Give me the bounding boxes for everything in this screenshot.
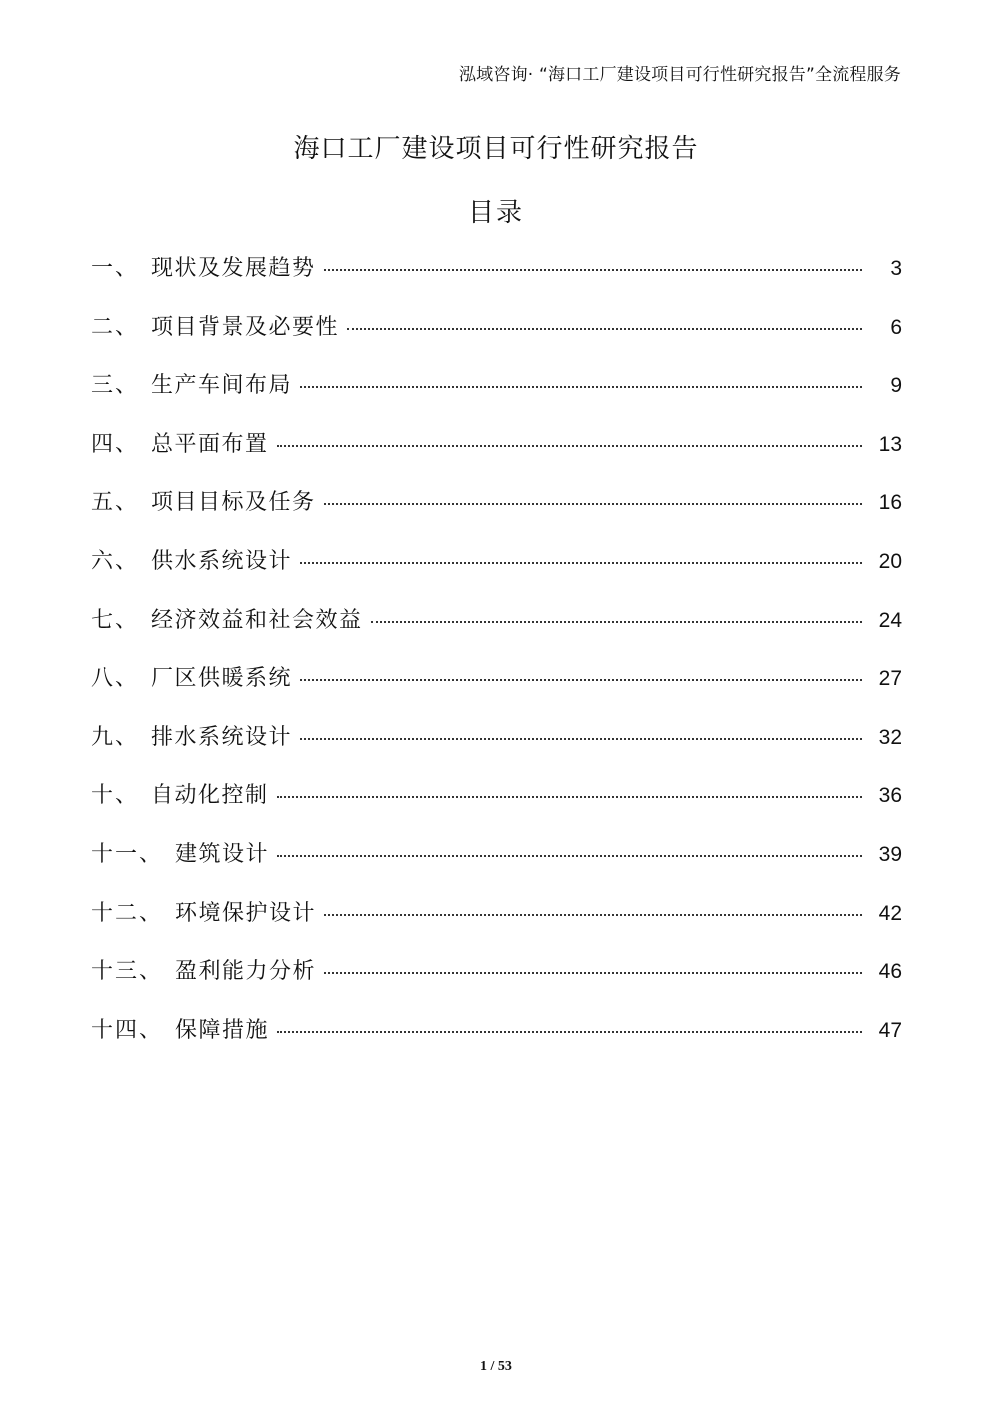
toc-entry-title: 环境保护设计 [175,900,317,926]
toc-entry-number: 十三、 [91,959,164,985]
toc-dot-leader [300,679,862,681]
toc-entry-number: 八、 [91,666,140,692]
toc-entry-title: 总平面布置 [151,431,269,457]
toc-dot-leader [300,562,862,564]
toc-entry[interactable] [91,251,902,310]
toc-dot-leader [324,503,862,505]
toc-entry[interactable] [91,485,902,544]
toc-entry-title: 自动化控制 [151,783,269,809]
toc-entry-number: 九、 [91,724,140,750]
toc-entry[interactable] [91,661,902,720]
toc-dot-leader [277,796,862,798]
toc-dot-leader [277,1031,862,1033]
toc-entry-title: 盈利能力分析 [175,959,317,985]
page-number-footer: 1 / 53 [480,1359,512,1374]
toc-dot-leader [277,445,862,447]
toc-entry-title: 现状及发展趋势 [151,256,316,281]
toc-entry-page: 47 [878,1018,902,1042]
toc-entry-number: 十二、 [91,900,164,926]
document-title: 海口工厂建设项目可行性研究报告 [293,134,699,164]
toc-entry-number: 一、 [91,256,140,281]
toc-dot-leader [371,621,862,623]
toc-dot-leader [324,914,862,916]
toc-entry[interactable] [91,837,902,896]
toc-entry-page: 16 [878,491,902,515]
table-of-contents [91,251,902,1071]
toc-entry-page: 36 [878,784,902,808]
toc-entry[interactable] [91,720,902,779]
toc-entry-title: 建筑设计 [175,841,270,867]
toc-dot-leader [324,972,862,974]
toc-entry-page: 20 [878,549,902,573]
toc-entry-page: 6 [890,315,902,339]
toc-entry[interactable] [91,603,902,662]
toc-entry[interactable] [91,310,902,369]
toc-entry-number: 四、 [91,431,140,457]
toc-entry-title: 排水系统设计 [151,724,293,750]
toc-entry-title: 保障措施 [175,1017,270,1043]
page-header: 泓域咨询· “海口工厂建设项目可行性研究报告”全流程服务 [458,65,901,85]
toc-entry-title: 经济效益和社会效益 [151,607,363,633]
toc-entry-number: 十一、 [91,841,164,867]
toc-entry-number: 三、 [91,373,140,399]
toc-entry-page: 27 [878,667,902,691]
toc-heading: 目录 [467,198,524,228]
toc-entry-page: 32 [878,725,902,749]
toc-dot-leader [300,738,862,740]
toc-entry-page: 13 [878,432,902,456]
toc-entry-title: 项目背景及必要性 [151,314,340,340]
toc-dot-leader [347,328,862,330]
toc-entry-number: 十四、 [91,1017,164,1043]
toc-entry-number: 七、 [91,607,140,633]
toc-entry-title: 供水系统设计 [151,548,293,574]
toc-entry[interactable] [91,427,902,486]
toc-entry-page: 3 [890,257,902,280]
toc-entry-title: 厂区供暖系统 [151,666,293,692]
toc-entry[interactable] [91,896,902,955]
toc-entry-number: 六、 [91,548,140,574]
toc-entry-page: 42 [878,901,902,925]
toc-dot-leader [324,269,862,271]
toc-entry[interactable] [91,778,902,837]
toc-dot-leader [277,855,862,857]
toc-entry-page: 46 [878,960,902,984]
toc-entry-page: 9 [890,374,902,398]
toc-dot-leader [300,386,862,388]
toc-entry-number: 五、 [91,490,140,516]
toc-entry-title: 生产车间布局 [151,373,293,399]
toc-entry[interactable] [91,368,902,427]
toc-entry-title: 项目目标及任务 [151,490,316,516]
toc-entry-page: 39 [878,842,902,866]
toc-entry[interactable] [91,954,902,1013]
toc-entry-number: 十、 [91,783,140,809]
toc-entry-number: 二、 [91,314,140,340]
toc-entry[interactable] [91,1013,902,1072]
toc-entry-page: 24 [878,608,902,632]
toc-entry[interactable] [91,544,902,603]
